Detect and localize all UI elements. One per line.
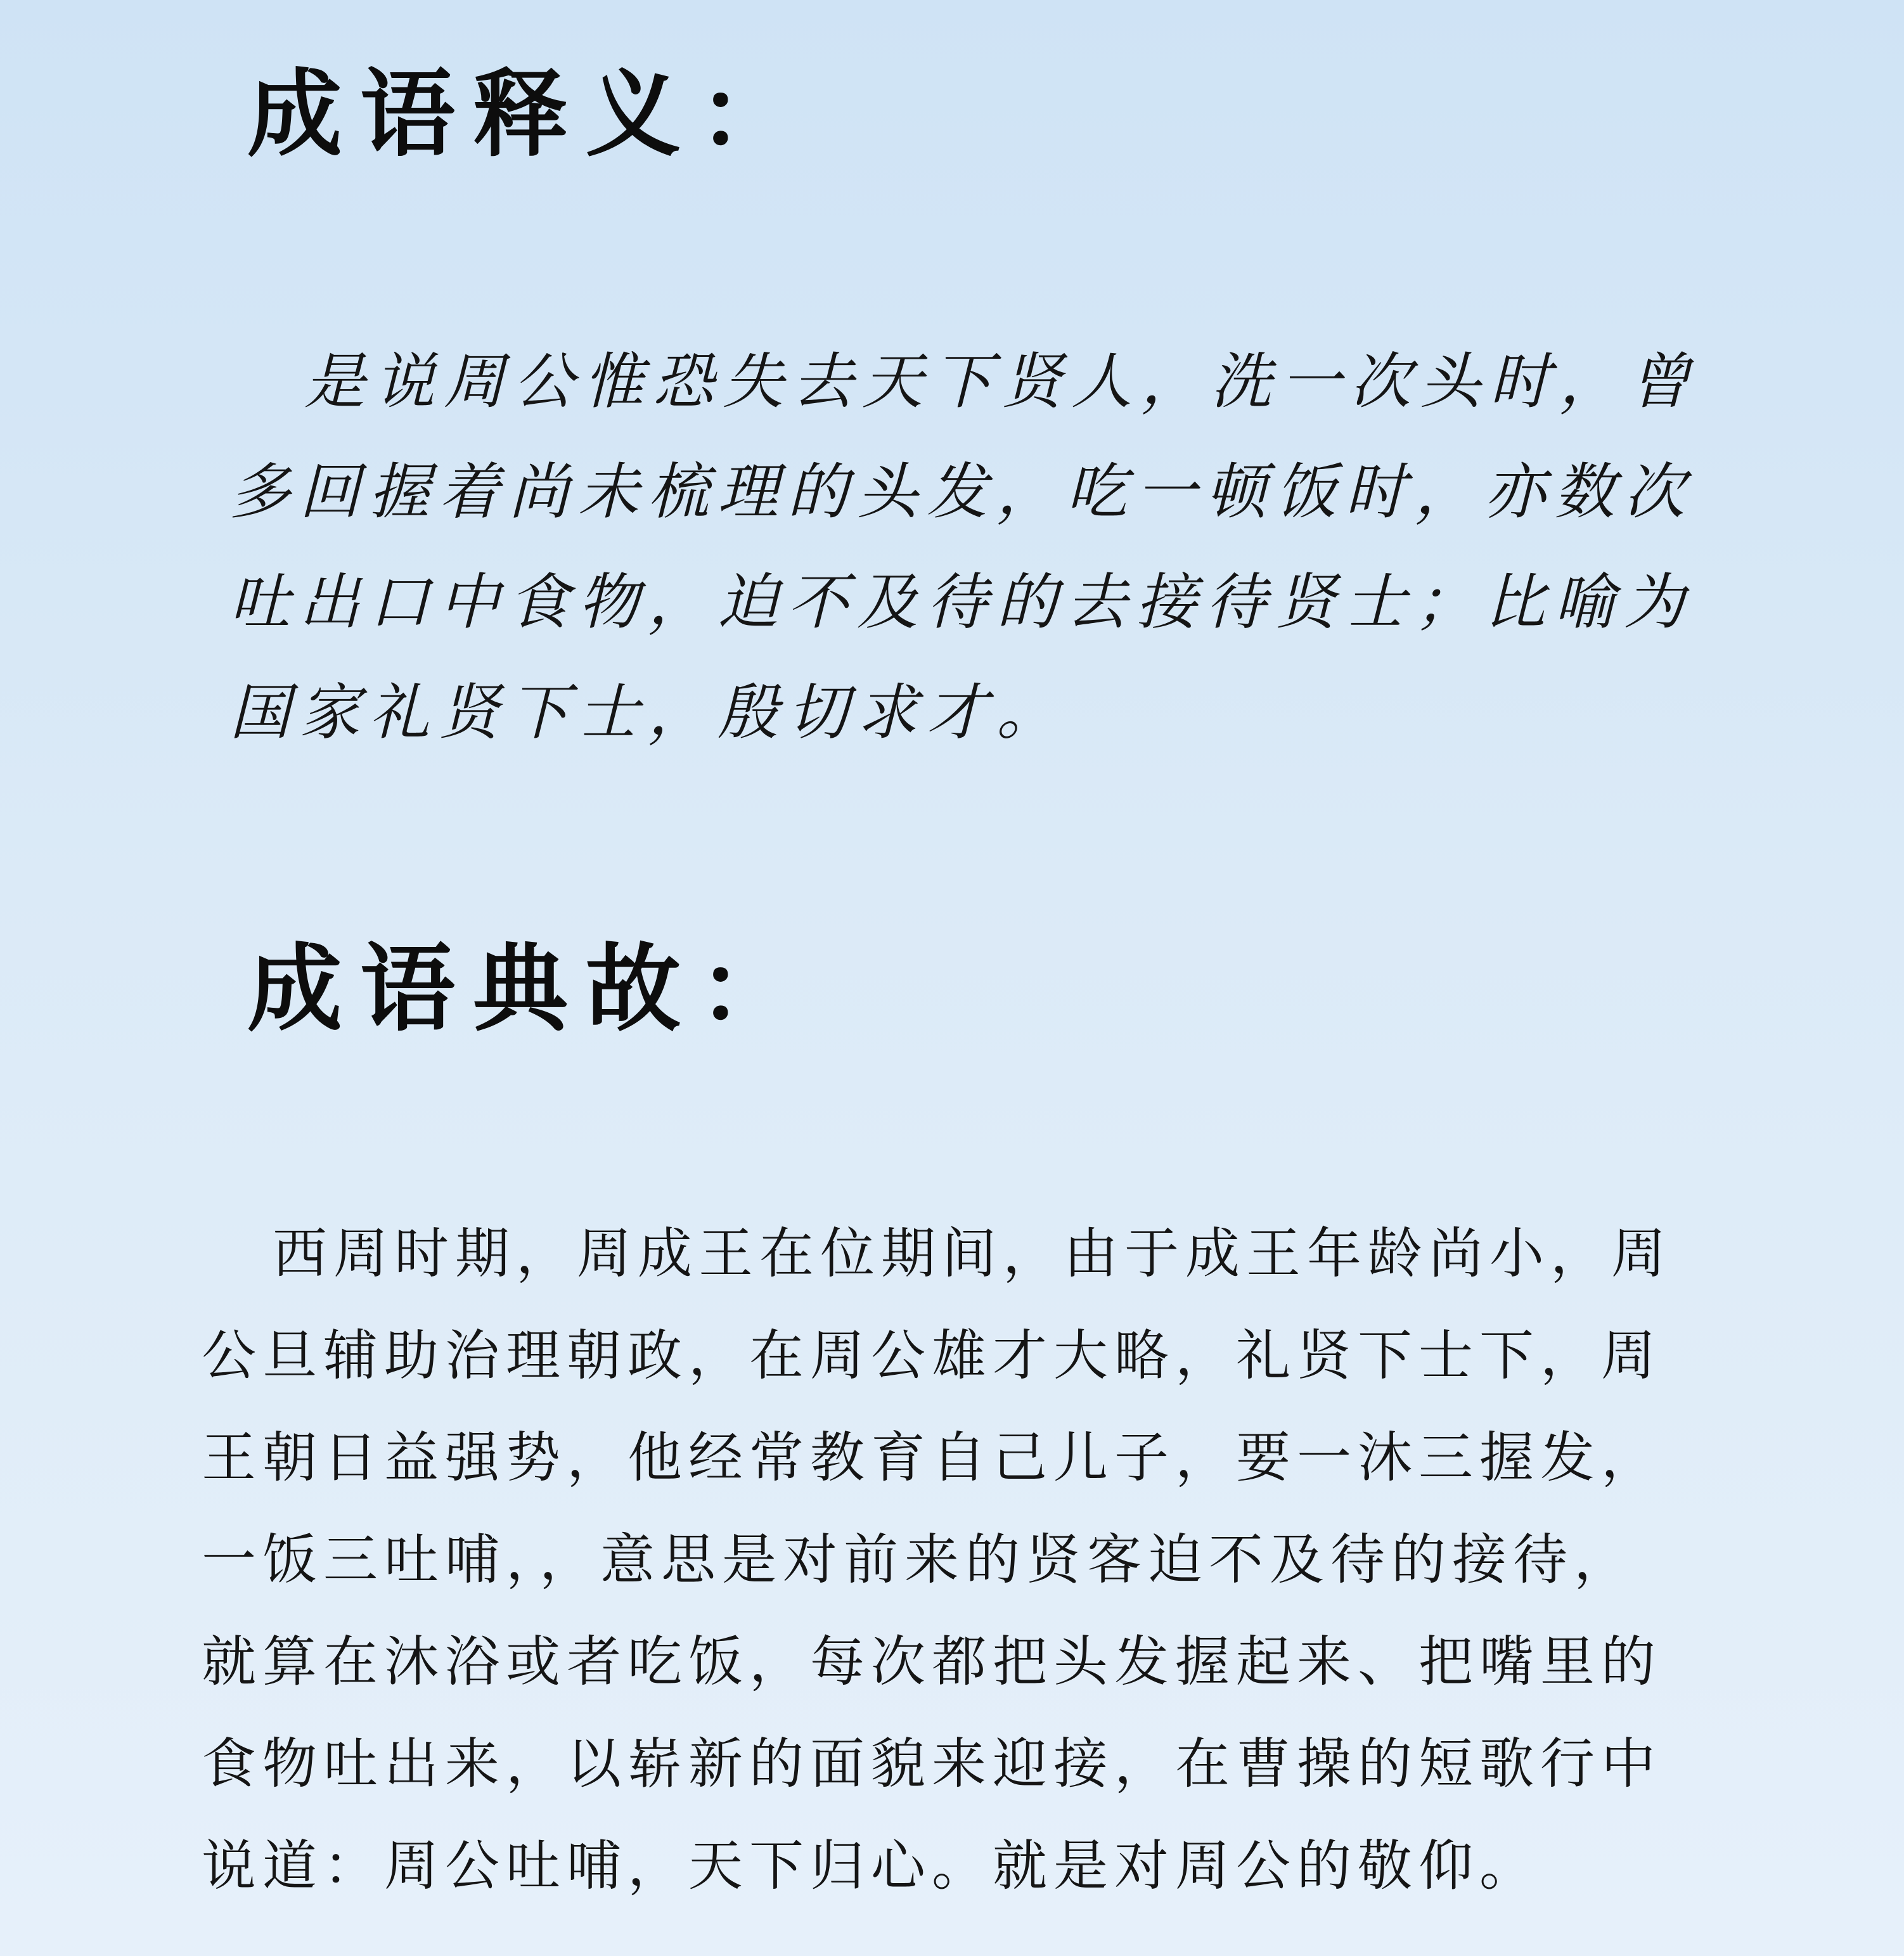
story-line: 食物吐出来，以崭新的面貌来迎接，在曹操的短歌行中 (202, 1732, 1662, 1796)
definition-paragraph (229, 326, 1699, 768)
story-line: 就算在沐浴或者吃饭，每次都把头发握起来、把嘴里的 (202, 1630, 1662, 1694)
definition-line: 是说周公惟恐失去天下贤人，洗一次头时，曾 (304, 346, 1699, 417)
story-line: 说道：周公吐哺，天下归心。就是对周公的敬仰。 (202, 1834, 1540, 1898)
definition-line: 吐出口中食物，迫不及待的去接待贤士；比喻为 (229, 567, 1694, 638)
definition-line: 多回握着尚未梳理的头发，吃一顿饭时，亦数次 (229, 456, 1694, 527)
story-line: 一饭三吐哺，，意思是对前来的贤客迫不及待的接待， (202, 1528, 1635, 1592)
definition-line: 国家礼贤下士，殷切求才。 (229, 677, 1066, 748)
story-line: 王朝日益强势，他经常教育自己儿子，要一沐三握发， (202, 1426, 1662, 1490)
story-line: 西周时期，周成王在位期间，由于成王年龄尚小，周 (273, 1222, 1672, 1285)
section-heading-story: 成语典故： (247, 933, 812, 1045)
section-heading-definition: 成语释义： (247, 58, 812, 170)
story-paragraph (202, 1203, 1672, 1917)
story-line: 公旦辅助治理朝政，在周公雄才大略，礼贤下士下，周 (202, 1324, 1662, 1387)
